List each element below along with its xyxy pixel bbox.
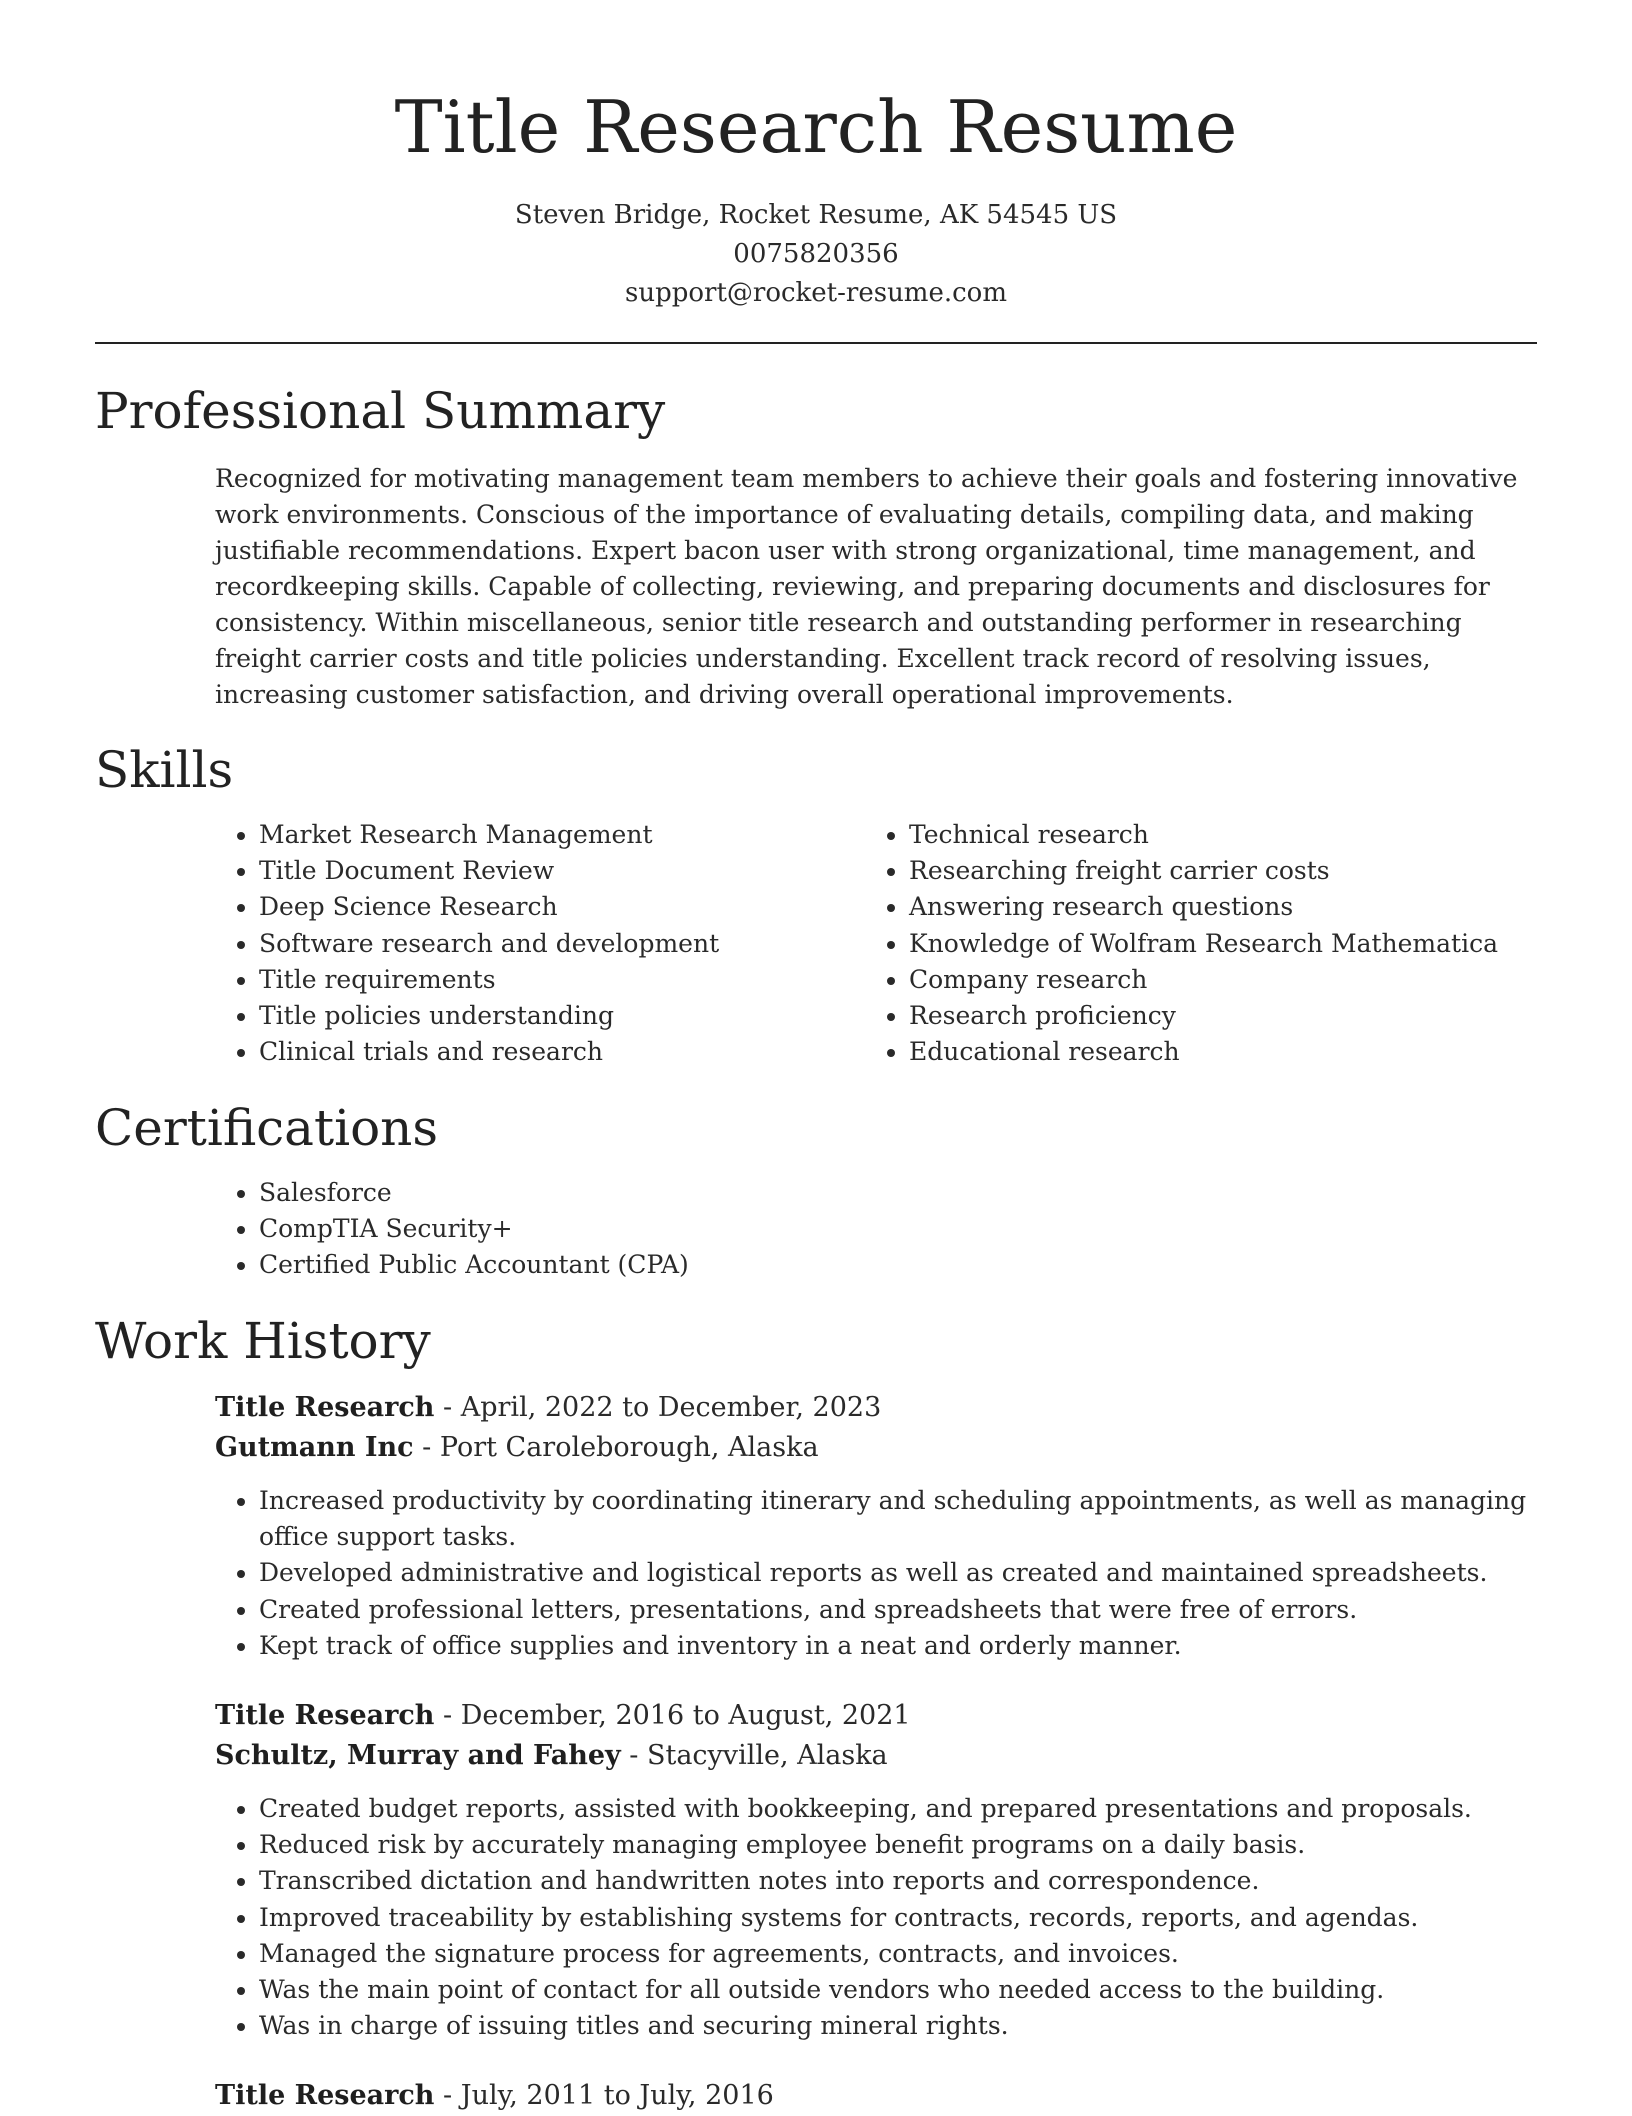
job-dates: - April, 2022 to December, 2023: [434, 1392, 882, 1423]
certifications-list: [215, 1175, 1589, 1284]
job-title-line: [215, 2076, 774, 2116]
list-item: • Was the main point of contact for all outside vendors who needed access to the building.: [259, 1972, 1589, 2008]
list-item: • Research proficiency: [909, 998, 1599, 1034]
list-item: • Title policies understanding: [259, 998, 859, 1034]
list-item: • Company research: [909, 962, 1599, 998]
job-role: Title Research: [215, 1392, 435, 1423]
list-item: • Educational research: [909, 1034, 1599, 1070]
job-dates: - July, 2011 to July, 2016: [434, 2080, 774, 2111]
header-divider: [95, 342, 1537, 344]
job-title-line: [215, 1696, 911, 1736]
resume-header: [0, 0, 1632, 313]
list-item: • Improved traceability by establishing systems for contracts, records, reports, and agendas.: [259, 1900, 1589, 1936]
list-item: • Title requirements: [259, 962, 859, 998]
contact-phone: 0075820356: [733, 239, 899, 269]
list-item: • Salesforce: [259, 1175, 1589, 1211]
job-bullets: [215, 1483, 1589, 1664]
job-role: Title Research: [215, 1700, 435, 1731]
job-company: Gutmann Inc: [215, 1432, 414, 1463]
job-location: - Port Caroleborough, Alaska: [413, 1432, 819, 1463]
job-company: Schultz, Murray and Fahey: [215, 1740, 621, 1771]
list-item: • Created budget reports, assisted with bookkeeping, and prepared presentations and proposals.: [259, 1791, 1589, 1827]
list-item: • Developed administrative and logistical reports as well as created and maintained spreadsheets.: [259, 1555, 1589, 1591]
list-item: • Transcribed dictation and handwritten notes into reports and correspondence.: [259, 1863, 1589, 1899]
summary-text: Recognized for motivating management team members to achieve their goals and fostering innovative work environments. Conscious of the importance of evaluating details, compiling data, and making justifiable recommendations. Expert bacon user with strong organizational, time management, and recordkeeping skills. Capable of collecting, reviewing, and preparing documents and disclosures for consistency. Within miscellaneous, senior title research and outstanding performer in researching freight carrier costs and title policies understanding. Excellent track record of resolving issues, increasing customer satisfaction, and driving overall operational improvements.: [215, 464, 1518, 709]
list-item: • Market Research Management: [259, 817, 859, 853]
list-item: • Researching freight carrier costs: [909, 853, 1599, 889]
contact-email: support@rocket-resume.com: [624, 278, 1007, 308]
list-item: • Software research and development: [259, 926, 859, 962]
list-item: • CompTIA Security+: [259, 1211, 1589, 1247]
skills-list-right: [865, 817, 1599, 1070]
list-item: • Clinical trials and research: [259, 1034, 859, 1070]
job-dates: - December, 2016 to August, 2021: [434, 1700, 911, 1731]
list-item: • Title Document Review: [259, 853, 859, 889]
job-role: Title Research: [215, 2080, 435, 2111]
list-item: • Reduced risk by accurately managing employee benefit programs on a daily basis.: [259, 1827, 1589, 1863]
job-title-line: [215, 1388, 881, 1428]
job-bullets: [215, 1791, 1589, 2044]
list-item: • Technical research: [909, 817, 1599, 853]
job-company-line: [215, 1736, 888, 1776]
certifications-heading: Certifications: [95, 1099, 439, 1157]
skills-heading: Skills: [95, 741, 234, 799]
list-item: • Was in charge of issuing titles and securing mineral rights.: [259, 2008, 1589, 2044]
summary-heading: Professional Summary: [95, 382, 666, 440]
list-item: • Certified Public Accountant (CPA): [259, 1247, 1589, 1283]
list-item: • Answering research questions: [909, 889, 1599, 925]
list-item: • Managed the signature process for agreements, contracts, and invoices.: [259, 1936, 1589, 1972]
list-item: • Increased productivity by coordinating itinerary and scheduling appointments, as well as managing office support tasks.: [259, 1483, 1589, 1555]
list-item: • Kept track of office supplies and inventory in a neat and orderly manner.: [259, 1628, 1589, 1664]
contact-block: [0, 196, 1632, 313]
list-item: • Knowledge of Wolfram Research Mathematica: [909, 926, 1599, 962]
job-location: - Stacyville, Alaska: [620, 1740, 888, 1771]
skills-list-left: [215, 817, 859, 1070]
job-company-line: [215, 1428, 819, 1468]
work-history-heading: Work History: [95, 1312, 431, 1370]
list-item: • Created professional letters, presentations, and spreadsheets that were free of errors.: [259, 1592, 1589, 1628]
resume-title: Title Research Resume: [394, 85, 1238, 169]
list-item: • Deep Science Research: [259, 889, 859, 925]
contact-address: Steven Bridge, Rocket Resume, AK 54545 US: [514, 200, 1118, 230]
